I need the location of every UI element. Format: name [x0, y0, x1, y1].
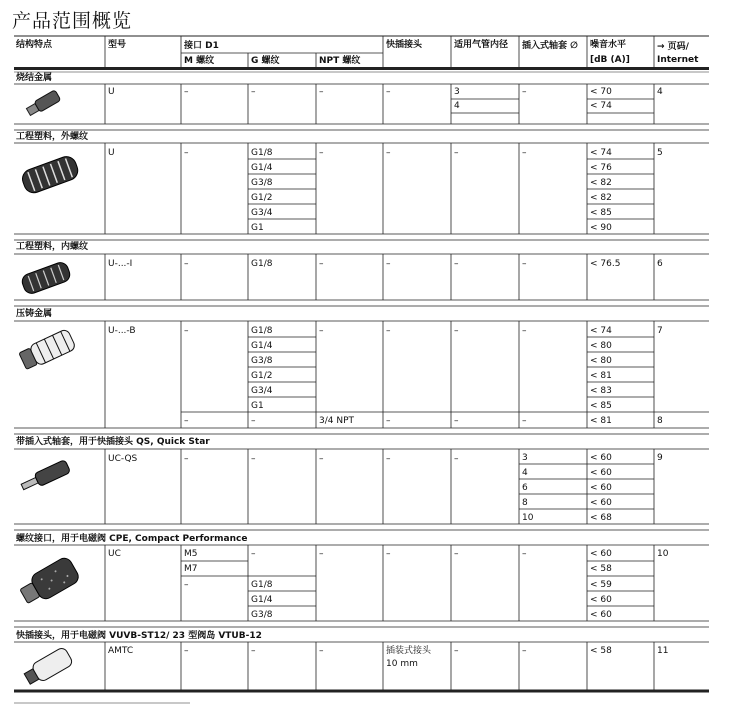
cell: –: [251, 454, 256, 464]
cell: < 60: [590, 483, 612, 493]
cell: < 60: [590, 595, 612, 605]
cell: G1: [251, 223, 264, 233]
silencer-plastic-female-image: [18, 260, 74, 296]
cell: –: [386, 416, 391, 426]
col-tube-header: 适用气管内径: [454, 40, 509, 50]
cell: –: [319, 87, 324, 97]
cell: M7: [184, 564, 198, 574]
cell: < 74: [590, 326, 612, 336]
cell: < 85: [590, 208, 612, 218]
cell: < 82: [590, 193, 612, 203]
cell: –: [184, 259, 189, 269]
cell: –: [522, 259, 527, 269]
cell: –: [454, 416, 459, 426]
section-title: 带插入式轴套，用于快插接头 QS, Quick Star: [16, 437, 210, 447]
cell: –: [251, 87, 256, 97]
cell: G3/4: [251, 208, 273, 218]
cell: –: [386, 326, 391, 336]
page-ref: 4: [657, 87, 663, 97]
cell: –: [386, 259, 391, 269]
col-structure-header: 结构特点: [16, 40, 53, 50]
cell: < 76.5: [590, 259, 621, 269]
cell: < 58: [590, 646, 612, 656]
cell: 3/4 NPT: [319, 416, 355, 426]
cell: G1/8: [251, 326, 273, 336]
section-title: 螺纹接口，用于电磁阀 CPE, Compact Performance: [16, 534, 248, 544]
cell: < 80: [590, 356, 612, 366]
cell: –: [184, 646, 189, 656]
cell: –: [454, 646, 459, 656]
silencer-diecast-image: [16, 326, 82, 372]
cell: < 70: [590, 87, 612, 97]
cell: –: [522, 416, 527, 426]
cell: < 60: [590, 498, 612, 508]
page-ref: 7: [657, 326, 663, 336]
silencer-amtc-image: [20, 645, 76, 689]
col-noise-unit: [dB (A)]: [590, 55, 630, 65]
cell: G3/8: [251, 178, 273, 188]
col-noise-header: 噪音水平: [590, 40, 627, 50]
section-title: 工程塑料，内螺纹: [16, 242, 89, 252]
cell: < 68: [590, 513, 612, 523]
cell: < 90: [590, 223, 612, 233]
cell: –: [522, 148, 527, 158]
cell: 10 mm: [386, 659, 418, 669]
cell: –: [184, 148, 189, 158]
cell: –: [251, 549, 256, 559]
cell: < 60: [590, 468, 612, 478]
col-model-header: 型号: [108, 40, 127, 50]
cell: –: [386, 87, 391, 97]
model-cell: U: [108, 87, 115, 97]
cell: –: [522, 646, 527, 656]
model-cell: UC: [108, 549, 121, 559]
col-sleeve-header: 插入式轴套 ∅: [522, 41, 578, 51]
cell: 4: [522, 468, 528, 478]
cell: G1/4: [251, 163, 273, 173]
cell: –: [522, 326, 527, 336]
cell: –: [319, 646, 324, 656]
cell: 6: [522, 483, 528, 493]
cell: 4: [454, 101, 460, 111]
cell: < 81: [590, 371, 612, 381]
cell: < 59: [590, 580, 612, 590]
cell: G1/2: [251, 371, 273, 381]
model-cell: UC-QS: [108, 454, 138, 464]
cell: –: [454, 148, 459, 158]
cell: < 74: [590, 148, 612, 158]
cell: < 81: [590, 416, 612, 426]
page-ref: 6: [657, 259, 663, 269]
col-npt-thread-header: NPT 螺纹: [319, 56, 361, 66]
cell: G1/8: [251, 259, 273, 269]
cell: G1/4: [251, 595, 273, 605]
cell: –: [184, 580, 189, 590]
cell: –: [454, 454, 459, 464]
cell: –: [251, 416, 256, 426]
section-title: 工程塑料，外螺纹: [16, 132, 89, 142]
page-ref: 11: [657, 646, 669, 656]
cell: –: [184, 87, 189, 97]
cell: 插装式接头: [386, 646, 432, 656]
col-internet-header: Internet: [657, 55, 699, 65]
cell: 3: [454, 87, 460, 97]
page-ref: 8: [657, 416, 663, 426]
page-ref: 10: [657, 549, 669, 559]
cell: G3/8: [251, 610, 273, 620]
section-title: 快插接头，用于电磁阀 VUVB-ST12/ 23 型阀岛 VTUB-12: [16, 631, 262, 641]
cell: –: [454, 549, 459, 559]
cell: < 80: [590, 341, 612, 351]
cell: < 60: [590, 610, 612, 620]
page-ref: 9: [657, 453, 663, 463]
cell: < 60: [590, 549, 612, 559]
cell: < 82: [590, 178, 612, 188]
model-cell: AMTC: [108, 646, 134, 656]
model-cell: U: [108, 148, 115, 158]
cell: < 83: [590, 386, 612, 396]
col-push-in-header: 快插接头: [386, 40, 423, 50]
section-title: 烧结金属: [16, 73, 53, 83]
col-port-header: 接口 D1: [184, 41, 219, 51]
cell: –: [319, 454, 324, 464]
cell: –: [184, 454, 189, 464]
cell: 10: [522, 513, 534, 523]
cell: < 60: [590, 453, 612, 463]
cell: G3/8: [251, 356, 273, 366]
cell: M5: [184, 549, 198, 559]
cell: –: [386, 148, 391, 158]
cell: –: [522, 87, 527, 97]
section-title: 压铸金属: [16, 309, 53, 319]
cell: –: [319, 148, 324, 158]
col-g-thread-header: G 螺纹: [251, 56, 280, 66]
cell: < 58: [590, 564, 612, 574]
cell: –: [184, 416, 189, 426]
page-ref: 5: [657, 148, 663, 158]
col-page-header: → 页码/: [657, 42, 689, 52]
cell: –: [454, 259, 459, 269]
cell: < 76: [590, 163, 612, 173]
cell: –: [184, 326, 189, 336]
cell: G1/2: [251, 193, 273, 203]
cell: G1: [251, 401, 264, 411]
cell: –: [454, 326, 459, 336]
cell: 3: [522, 453, 528, 463]
cell: G3/4: [251, 386, 273, 396]
silencer-plastic-male-image: [16, 150, 88, 198]
model-cell: U-...-B: [108, 326, 136, 336]
cell: –: [522, 549, 527, 559]
col-m-thread-header: M 螺纹: [184, 56, 215, 66]
cell: –: [319, 326, 324, 336]
cell: –: [251, 646, 256, 656]
model-cell: U-...-I: [108, 259, 133, 269]
silencer-sintered-image: [22, 88, 66, 118]
cell: < 85: [590, 401, 612, 411]
silencer-plug-in-image: [18, 456, 74, 496]
cell: –: [386, 454, 391, 464]
cell: –: [319, 259, 324, 269]
cell: G1/4: [251, 341, 273, 351]
page-title: 产品范围概览: [12, 10, 133, 32]
cell: –: [386, 549, 391, 559]
cell: –: [319, 549, 324, 559]
cell: 8: [522, 498, 528, 508]
silencer-threaded-cpe-image: [16, 552, 82, 612]
cell: < 74: [590, 101, 612, 111]
cell: G1/8: [251, 580, 273, 590]
cell: G1/8: [251, 148, 273, 158]
